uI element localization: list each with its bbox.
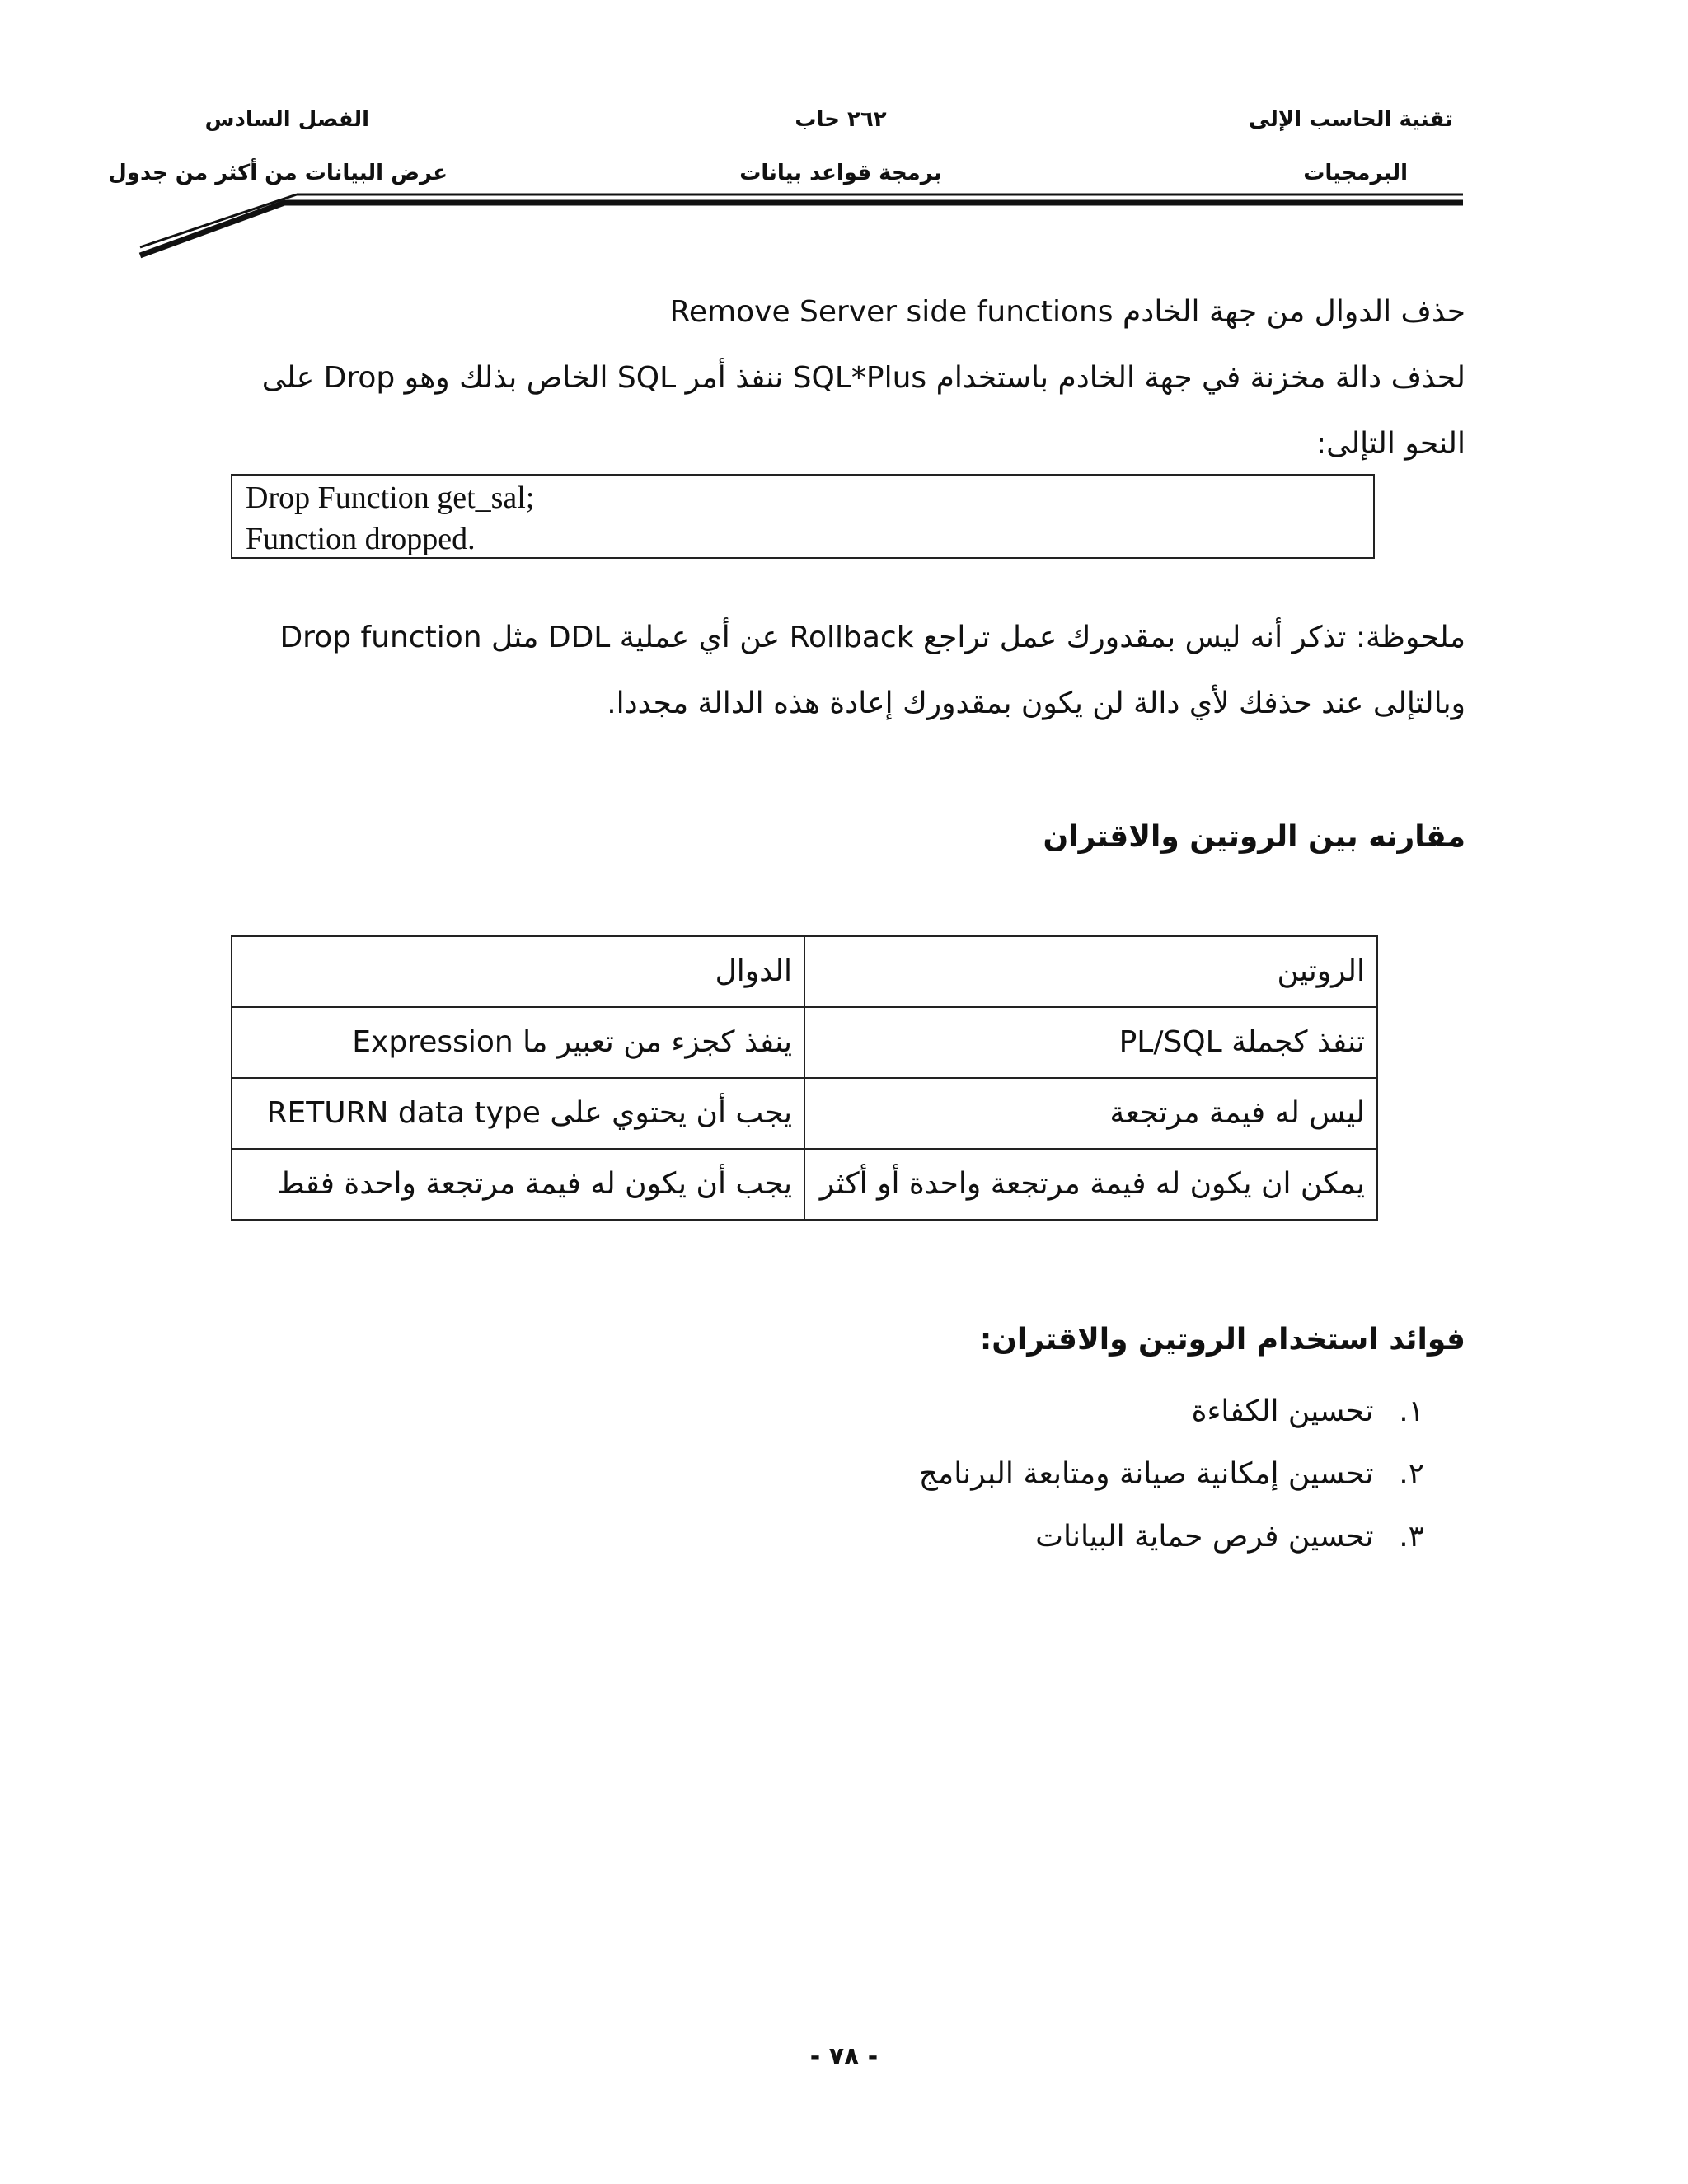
list-item: [919, 1380, 1424, 1443]
comparison-heading: مقارنه بين الروتين والاقتران: [1043, 820, 1465, 854]
header-chapter: الفصل السادس: [204, 107, 369, 132]
code-line-2: Function dropped.: [246, 522, 476, 556]
list-item-text: تحسين فرص حماية البيانات: [1035, 1520, 1374, 1554]
table-cell-function: ينفذ كجزء من تعبير ما Expression: [232, 1007, 804, 1078]
comparison-table: [231, 935, 1378, 1221]
list-item: [919, 1506, 1424, 1568]
list-item-text: تحسين الكفاءة: [1191, 1394, 1374, 1428]
page-number: - ٧٨ -: [809, 2042, 879, 2071]
header-course-code: ٢٦٢ حاب: [795, 107, 887, 132]
table-row: [232, 1149, 1377, 1220]
table-header-function: الدوال: [232, 936, 804, 1007]
note-line-2: وبالتإلى عند حذفك لأي دالة لن يكون بمقدورك إعادة هذه الدالة مجددا.: [607, 687, 1465, 720]
table-header-row: [232, 936, 1377, 1007]
table-row: [232, 1007, 1377, 1078]
list-item-number: ١.: [1399, 1394, 1424, 1428]
benefits-list: [919, 1380, 1424, 1568]
list-item: [919, 1443, 1424, 1506]
table-cell-function: يجب أن يحتوي على RETURN data type: [232, 1078, 804, 1149]
section-paragraph-line-1: لحذف دالة مخزنة في جهة الخادم باستخدام SQL*Plus ننفذ أمر SQL الخاص بذلك وهو Drop على: [261, 361, 1465, 395]
table-header-routine: الروتين: [804, 936, 1377, 1007]
header-chapter-title: عرض البيانات من أكثر من جدول: [108, 161, 448, 185]
table-cell-routine: ليس له فيمة مرتجعة: [804, 1078, 1377, 1149]
list-item-number: ٢.: [1399, 1457, 1424, 1491]
table-cell-function: يجب أن يكون له فيمة مرتجعة واحدة فقط: [232, 1149, 804, 1220]
table-row: [232, 1078, 1377, 1149]
header-rule: [0, 0, 1688, 264]
header-book-title: تقنية الحاسب الإلى: [1248, 107, 1453, 132]
table-cell-routine: تنفذ كجملة PL/SQL: [804, 1007, 1377, 1078]
code-box: [231, 474, 1375, 559]
code-line-1: Drop Function get_sal;: [246, 480, 535, 515]
header-course-title: برمجة قواعد بيانات: [739, 161, 942, 185]
section-paragraph-line-2: النحو التإلى:: [1315, 427, 1465, 461]
header-track: البرمجيات: [1303, 161, 1408, 185]
list-item-text: تحسين إمكانية صيانة ومتابعة البرنامج: [918, 1457, 1374, 1491]
benefits-heading: فوائد استخدام الروتين والاقتران:: [979, 1323, 1465, 1357]
section-title-remove-functions: حذف الدوال من جهة الخادم Remove Server side functions: [669, 295, 1465, 329]
list-item-number: ٣.: [1399, 1520, 1424, 1554]
table-cell-routine: يمكن ان يكون له فيمة مرتجعة واحدة أو أكثر: [804, 1149, 1377, 1220]
note-line-1: ملحوظة: تذكر أنه ليس بمقدورك عمل تراجع Rollback عن أي عملية DDL مثل Drop function: [279, 621, 1465, 654]
